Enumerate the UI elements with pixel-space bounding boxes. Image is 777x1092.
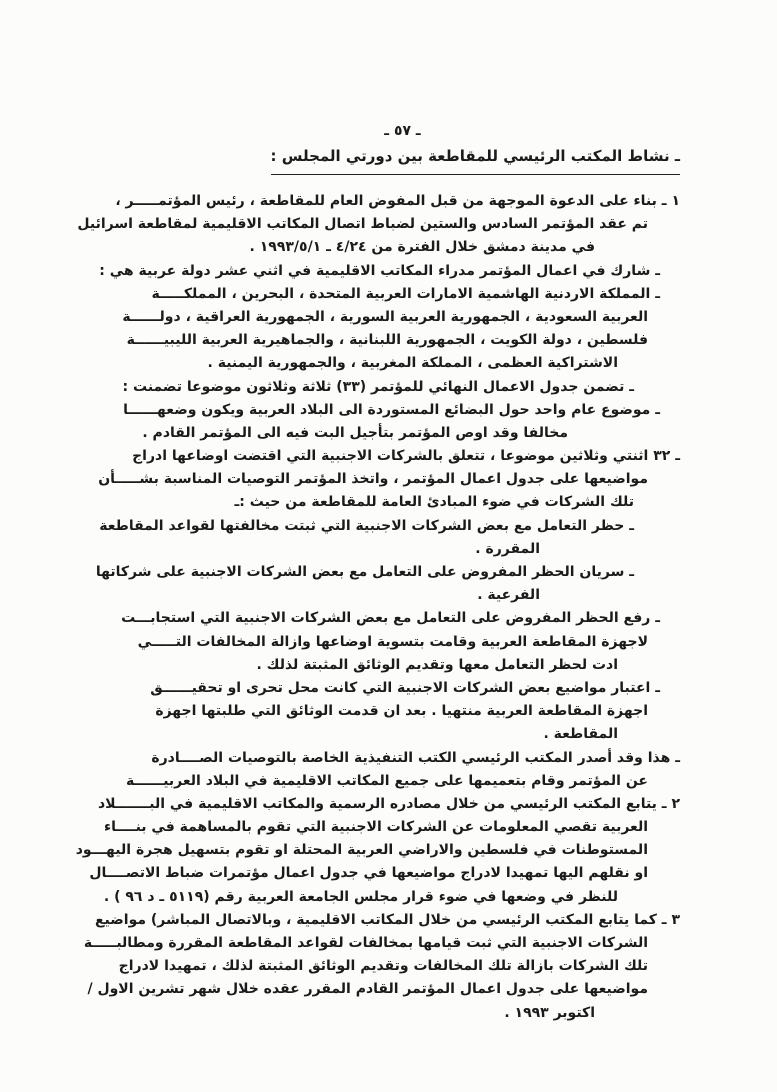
text-line: ـ تضمن جدول الاعمال النهائي للمؤتمر (٣٣) ثلاثة وثلاثون موضوعا تضمنت : — [122, 378, 634, 395]
text-line: مخالفا وقد اوص المؤتمر بتأجيل البت فيه الى المؤتمر القادم . — [142, 424, 568, 441]
text-line: في مدينة دمشق خلال الفترة من ٤/٢٤ ـ ١٩٩٣/٥/١ . — [249, 239, 595, 256]
text-line: الشركات الاجنبية التي ثبت قيامها بمخالفات لقواعد المقاطعة المقررة ومطالبـــــة — [83, 935, 648, 951]
text-line: ـ المملكة الاردنية الهاشمية الامارات العربية المتحدة ، البحرين ، المملكـــــة — [151, 285, 660, 302]
text-line: ٢ ـ يتابع المكتب الرئيسي من خلال مصادره الرسمية والمكاتب الاقليمية في البـــــــلاد — [97, 795, 680, 812]
text-line: ـ شارك في اعمال المؤتمر مدراء المكاتب الاقليمية في اثني عشر دولة عربية هي : — [99, 262, 660, 279]
text-line: تلك الشركات بازالة تلك المخالفات وتقديم الوثائق المثبتة لذلك ، تمهيدا لادراج — [118, 958, 648, 975]
text-line: اجهزة المقاطعة العربية منتهيا . بعد ان قدمت الوثائق التي طلبتها اجهزة — [155, 703, 648, 720]
text-line: مواضيعها على جدول اعمال المؤتمر القادم المقرر عقده خلال شهر تشرين الاول / — [87, 981, 648, 998]
text-line: ـ سريان الحظر المفروض على التعامل مع بعض الشركات الاجنبية على شركاتها — [95, 564, 634, 580]
text-line: تلك الشركات في ضوء المبادئ العامة للمقاطعة من حيث :ـ — [234, 494, 634, 511]
text-line: ـ اعتبار مواضيع بعض الشركات الاجنبية التي كانت محل تحرى او تحقيــــــق — [150, 679, 660, 696]
text-line: العربية السعودية ، الجمهورية العربية السورية ، الجمهورية العراقية ، دولــــــة — [122, 308, 648, 325]
text-line: المستوطنات في فلسطين والاراضي العربية المحتلة او تقوم بتسهيل هجرة اليهـــود — [75, 842, 648, 859]
text-line: ـ هذا وقد أصدر المكتب الرئيسي الكتب التنفيذية الخاصة بالتوصيات الصــــادرة — [151, 749, 680, 766]
text-line: الفرعية . — [477, 587, 540, 604]
document-body — [40, 190, 680, 1025]
text-line: العربية تقصي المعلومات عن الشركات الاجنبية التي تقوم بالمساهمة في بنــــاء — [104, 819, 648, 836]
text-line: المقاطعة . — [543, 726, 618, 743]
text-line: تم عقد المؤتمر السادس والستين لضباط اتصال المكاتب الاقليمية لمقاطعة اسرائيل — [77, 216, 648, 233]
text-line: مواضيعها على جدول اعمال المؤتمر ، واتخذ المؤتمر التوصيات المناسبة بشـــــأن — [98, 471, 648, 488]
text-line: المقررة . — [475, 540, 540, 557]
text-line: او نقلهم اليها تمهيدا لادراج مواضيعها في جدول اعمال مؤتمرات ضباط الاتصــــال — [89, 865, 648, 882]
text-line: الاشتراكية العظمى ، المملكة المغربية ، والجمهورية اليمنية . — [207, 355, 618, 372]
text-line: فلسطين ، دولة الكويت ، الجمهورية اللبنانية ، والجماهيرية العربية الليبيــــــة — [126, 332, 648, 349]
text-line: ـ رفع الحظر المفروض على التعامل مع بعض الشركات الاجنبية التي استجابـــت — [121, 610, 660, 627]
text-line: ـ ٣٢ اثنتي وثلاثين موضوعا ، تتعلق بالشركات الاجنبية التي اقتضت اوضاعها ادراج — [132, 448, 680, 465]
text-line: ـ حظر التعامل مع بعض الشركات الاجنبية التي ثبتت مخالفتها لقواعد المقاطعة — [99, 517, 634, 534]
text-line: ١ ـ بناء على الدعوة الموجهة من قبل المفوض العام للمقاطعة ، رئيس المؤتمـــــر ، — [115, 193, 680, 209]
text-line: للنظر في وضعها في ضوء قرار مجلس الجامعة العربية رقم (٥١١٩ ـ د ٩٦ ) . — [103, 888, 618, 905]
text-line: ادت لحظر التعامل معها وتقديم الوثائق المثبتة لذلك . — [256, 656, 618, 673]
section-title: ـ نشاط المكتب الرئيسي للمقاطعة بين دورتي المجلس : — [271, 147, 680, 175]
text-line: ٣ ـ كما يتابع المكتب الرئيسي من خلال المكاتب الاقليمية ، وبالاتصال المباشر) مواضيع — [94, 911, 680, 928]
text-line: ـ موضوع عام واحد حول البضائع المستوردة الى البلاد العربية ويكون وضعهــــــا — [123, 401, 660, 418]
text-line: اكتوبر ١٩٩٣ . — [504, 1004, 595, 1021]
text-line: عن المؤتمر وقام بتعميمها على جميع المكاتب الاقليمية في البلاد العربيــــــة — [126, 772, 648, 789]
page-number: ـ ٥٧ ـ — [384, 123, 421, 139]
text-line: لاجهزة المقاطعة العربية وقامت بتسوية اوضاعها وازالة المخالفات التـــــي — [137, 633, 648, 650]
